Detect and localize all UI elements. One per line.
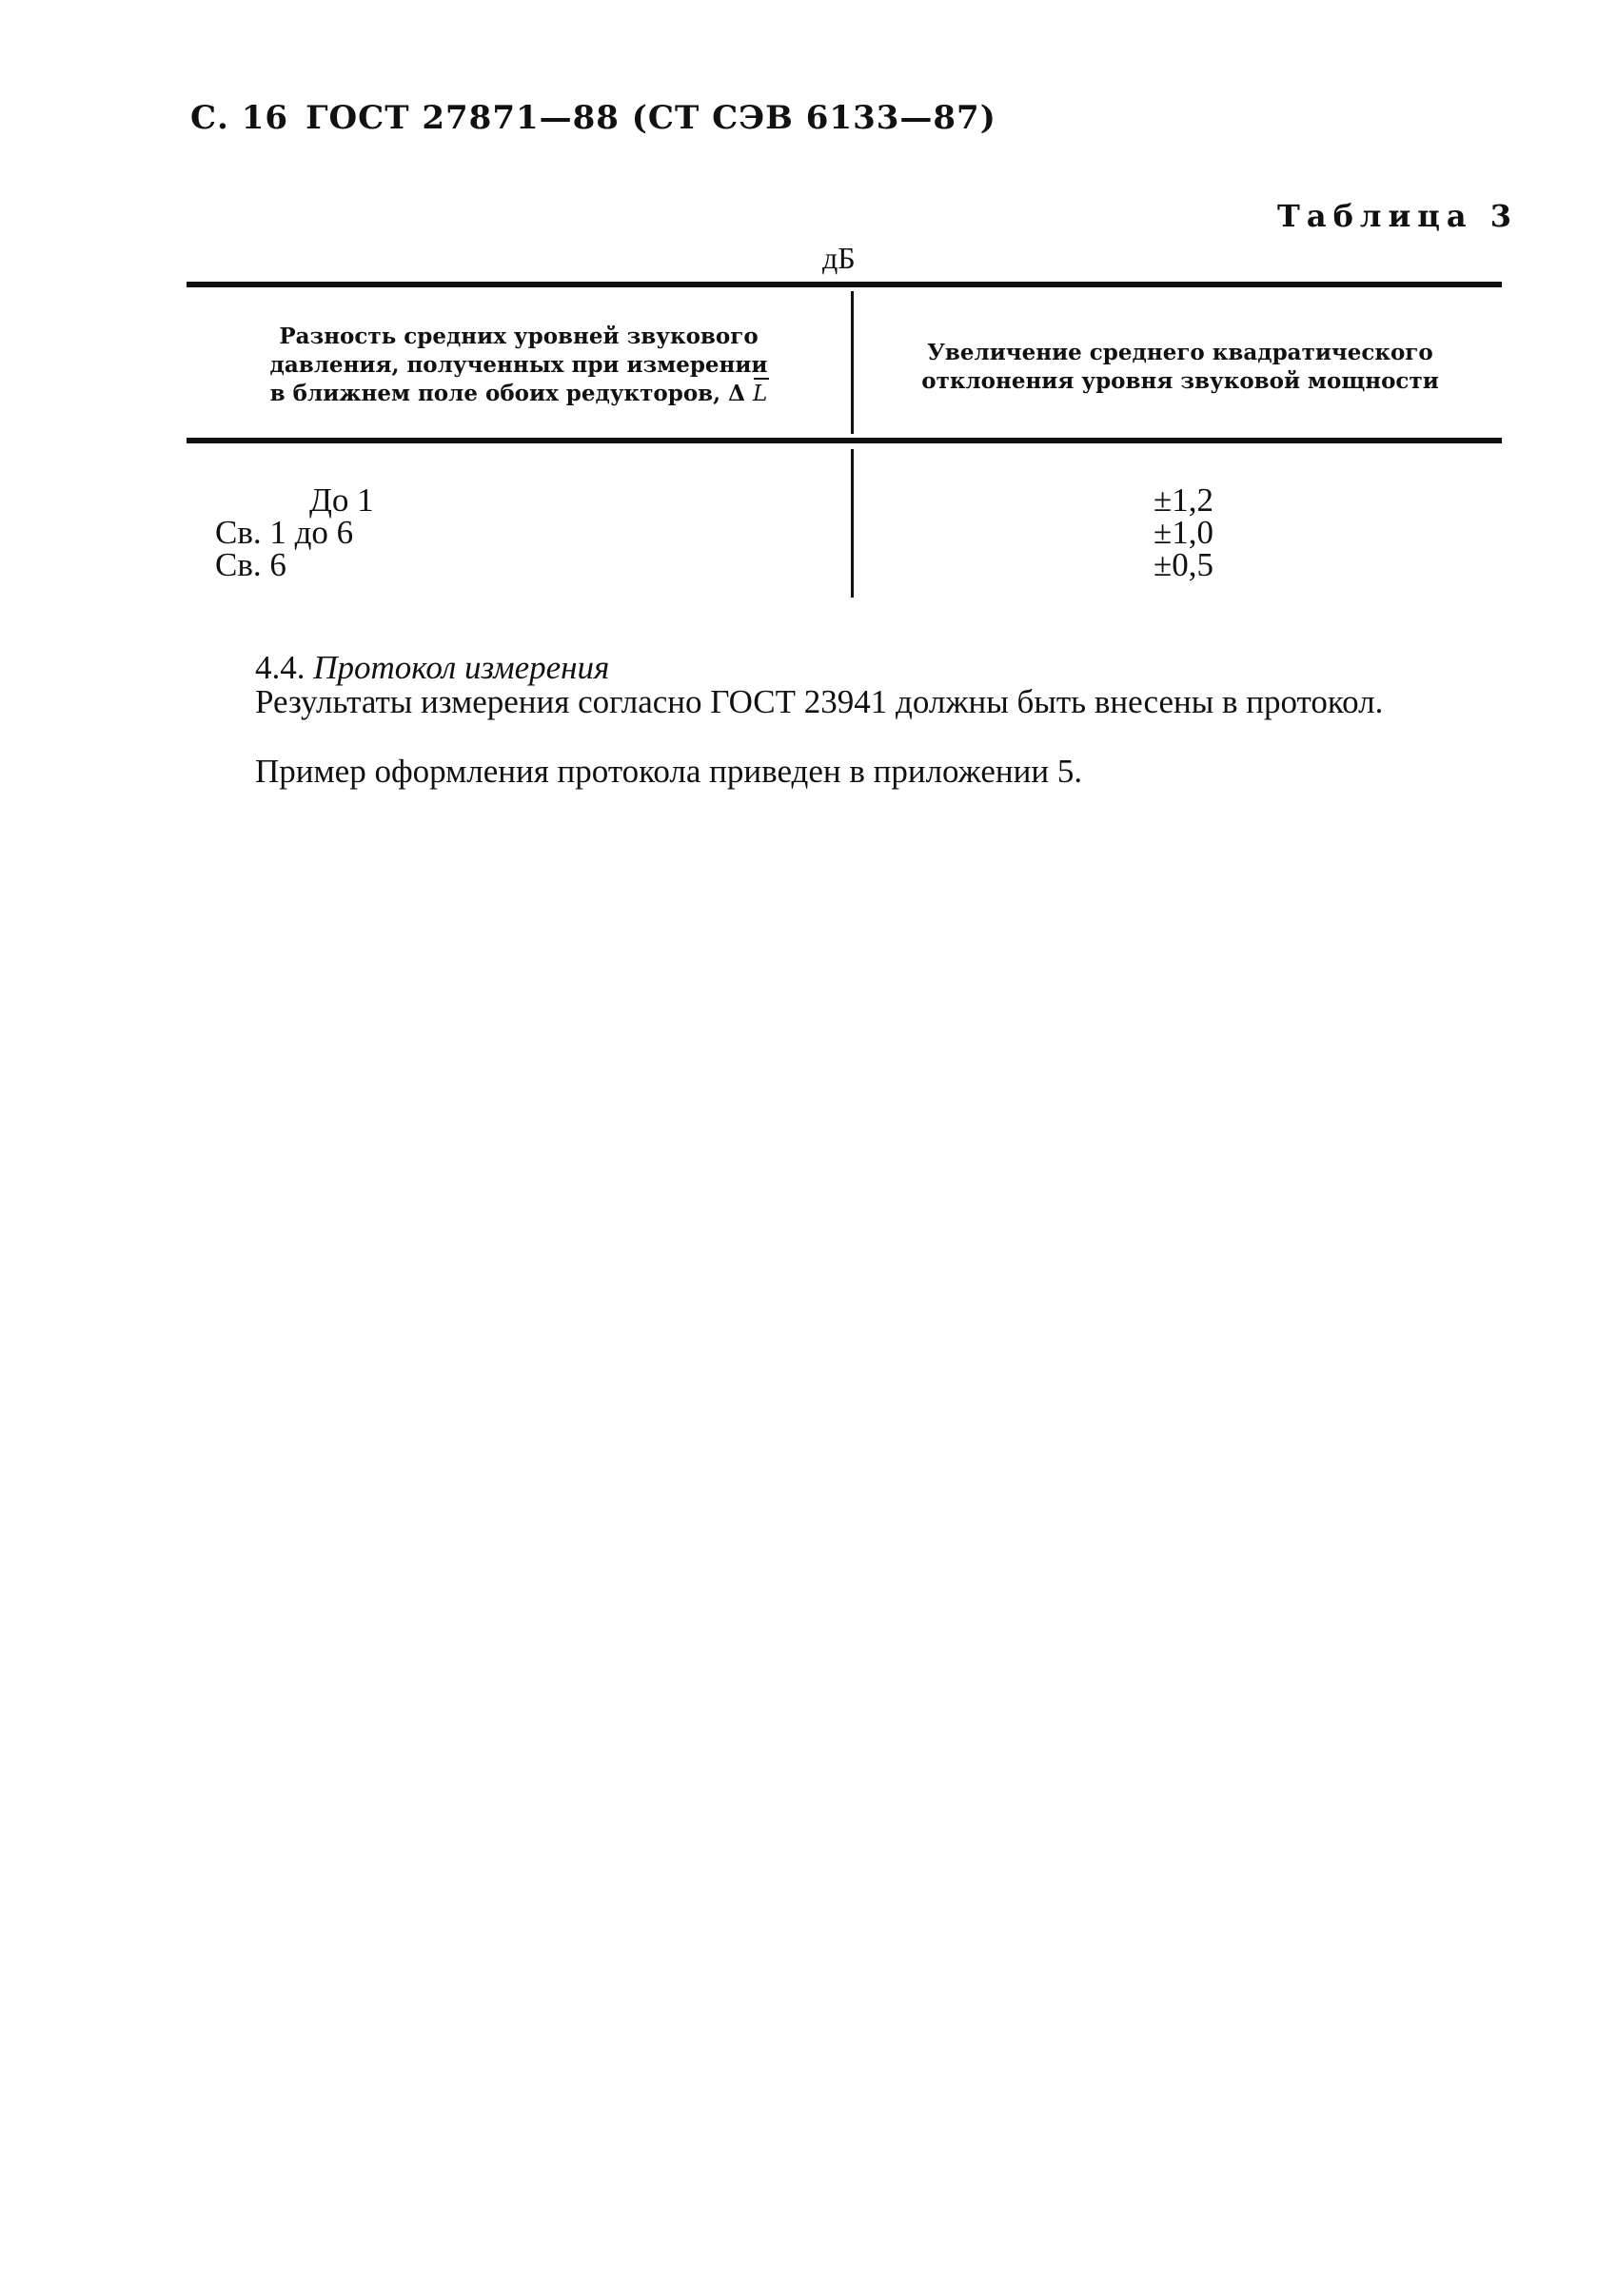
column-header-line: отклонения уровня звуковой мощности [921, 368, 1439, 394]
standard-designation: ГОСТ 27871—88 (СТ СЭВ 6133—87) [306, 99, 996, 137]
column-header-line: в ближнем поле обоих редукторов, Δ L [269, 381, 768, 406]
delta-l-symbol: L [753, 382, 768, 406]
body-column-divider [851, 449, 854, 598]
page-number: С. 16 [190, 99, 289, 137]
table-header-rule [187, 438, 1502, 443]
table-row-label: До 1 [309, 481, 374, 519]
column-header-line: Увеличение среднего квадратического [927, 340, 1433, 365]
column-header-deviation-increase [866, 339, 1494, 396]
page-header [190, 99, 996, 137]
section-number: 4.4. [255, 649, 306, 686]
table-row-label: Св. 6 [215, 546, 286, 583]
column-header-line: давления, полученных при измерении [269, 352, 768, 378]
paragraph: Пример оформления протокола приведен в приложении 5. [255, 753, 1083, 790]
table-unit: дБ [822, 241, 856, 275]
table-row-value: ±1,0 [1154, 514, 1213, 551]
header-column-divider [851, 291, 854, 434]
table-row-value: ±1,2 [1154, 481, 1213, 519]
table-row-label: Св. 1 до 6 [215, 514, 354, 551]
table-row-value: ±0,5 [1154, 546, 1213, 583]
section-heading [255, 649, 609, 687]
section-title: Протокол измерения [313, 649, 610, 686]
paragraph: Результаты измерения согласно ГОСТ 23941 должны быть внесены в протокол. [255, 683, 1384, 720]
column-header-level-difference [200, 323, 838, 408]
table-top-rule [187, 282, 1502, 287]
column-header-line: Разность средних уровней звукового [279, 324, 759, 349]
table-label: Таблица 3 [1277, 198, 1518, 234]
